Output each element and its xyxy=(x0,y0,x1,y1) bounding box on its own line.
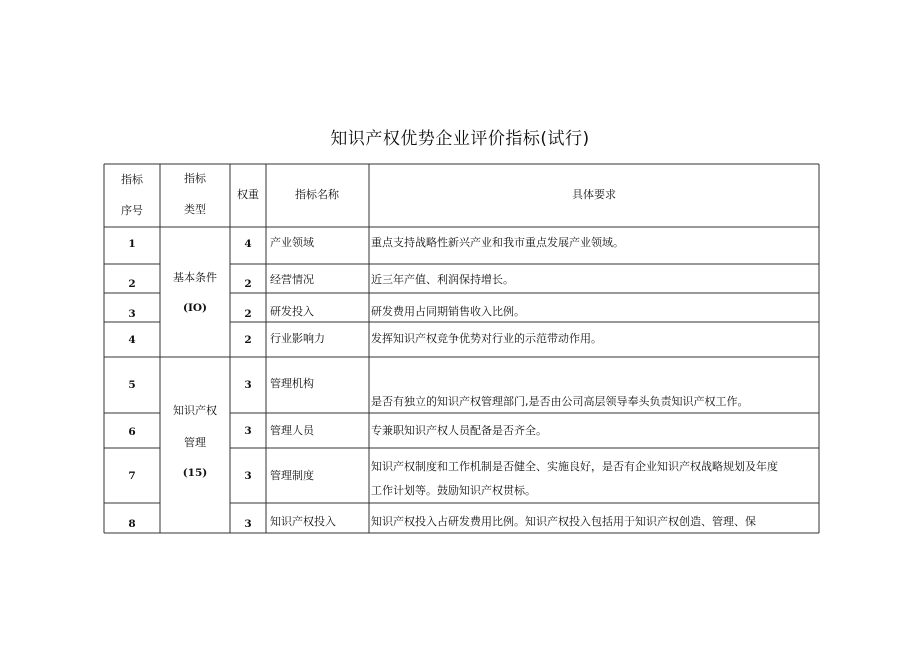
table-row-seq: 4 xyxy=(128,334,136,346)
table-row-weight: 3 xyxy=(244,379,252,391)
header-type-line2: 类型 xyxy=(184,203,206,216)
group-ip-score: (15) xyxy=(182,467,208,479)
table-row-weight: 4 xyxy=(244,238,252,250)
table-row-seq: 2 xyxy=(128,278,136,290)
table-row-requirement-line2: 工作计划等。鼓励知识产权贯标。 xyxy=(371,484,536,497)
table-row-requirement: 是否有独立的知识产权管理部门,是否由公司高层领导奉头负责知识产权工作。 xyxy=(371,395,749,408)
header-weight: 权重 xyxy=(237,188,259,201)
table-row-seq: 8 xyxy=(128,518,136,530)
group-basic-label: 基本条件 xyxy=(173,271,217,284)
document-title: 知识产权优势企业评价指标(试行) xyxy=(330,129,590,149)
table-row-seq: 6 xyxy=(128,426,136,438)
table-row-name: 管理制度 xyxy=(270,469,314,482)
table-row-weight: 2 xyxy=(244,278,252,290)
table-row-requirement: 知识产权投入占研发费用比例。知识产权投入包括用于知识产权创造、管理、保 xyxy=(371,515,756,528)
table-row-name: 产业领域 xyxy=(270,236,314,249)
header-seq-line2: 序号 xyxy=(121,204,143,217)
table-row-seq: 1 xyxy=(128,238,136,250)
table-row-name: 研发投入 xyxy=(270,305,314,318)
table-row-weight: 2 xyxy=(244,308,252,320)
group-basic-score: (IO) xyxy=(183,302,207,314)
table-row-requirement: 发挥知识产权竞争优势对行业的示范带动作用。 xyxy=(371,332,602,345)
table-row-weight: 3 xyxy=(244,470,252,482)
table-row-requirement: 专兼职知识产权人员配备是否齐全。 xyxy=(371,424,547,437)
table-row-requirement: 研发费用占同期销售收入比例。 xyxy=(371,305,525,318)
table-row-weight: 2 xyxy=(244,334,252,346)
table-row-weight: 3 xyxy=(244,518,252,530)
group-ip-label-line1: 知识产权 xyxy=(173,404,217,417)
header-type-line1: 指标 xyxy=(184,172,206,185)
table-row-requirement: 近三年产值、利润保持增长。 xyxy=(371,273,514,286)
table-row-name: 行业影响力 xyxy=(270,332,325,345)
table-row-name: 管理机构 xyxy=(270,377,314,390)
table-row-seq: 3 xyxy=(128,308,136,320)
header-seq-line1: 指标 xyxy=(121,173,143,186)
table-row-seq: 5 xyxy=(128,379,136,391)
table-row-requirement: 重点支持战略性新兴产业和我市重点发展产业领域。 xyxy=(371,236,624,249)
table-row-weight: 3 xyxy=(244,425,252,437)
group-ip-label-line2: 管理 xyxy=(184,436,206,449)
table-row-name: 管理人员 xyxy=(270,424,314,437)
table-row-requirement-line1: 知识产权制度和工作机制是否健全、实施良好，是否有企业知识产权战略规划及年度 xyxy=(371,460,778,473)
header-name: 指标名称 xyxy=(295,188,339,201)
table-row-seq: 7 xyxy=(128,470,136,482)
table-row-name: 经营情况 xyxy=(270,273,314,286)
table-row-name: 知识产权投入 xyxy=(270,515,336,528)
header-requirement: 具体要求 xyxy=(572,188,616,201)
